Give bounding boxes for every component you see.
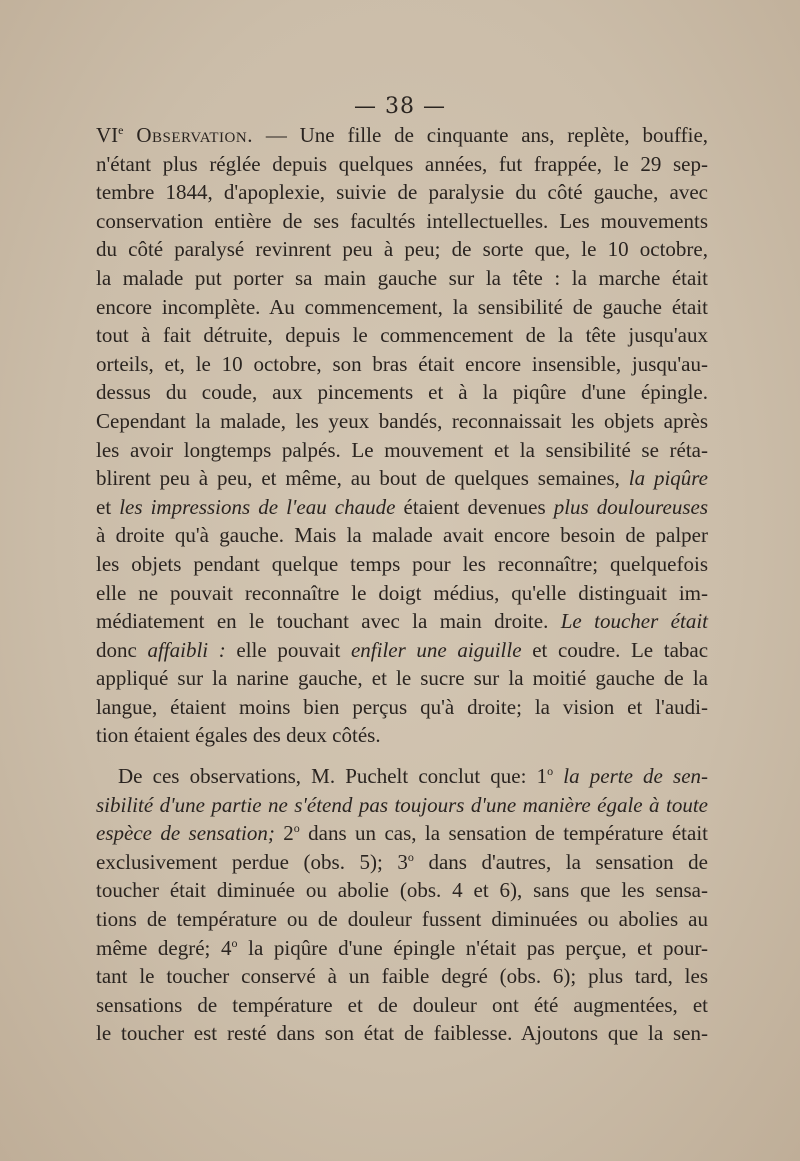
text-line: même degré; 4$^o$ la piqûre d'une épingle n'était pas perçue, et pour-: [96, 935, 709, 960]
text-line: tion étaient égales des deux côtés.: [96, 723, 381, 748]
text-line: elle ne pouvait reconnaître le doigt médius, qu'elle distinguait im-: [96, 580, 708, 605]
conclusion-paragraph: [96, 762, 708, 1048]
text-line: donc affaibli : elle pouvait enfiler une aiguille et coudre. Le tabac: [96, 637, 709, 662]
text-line: sensations de température et de douleur ont été augmentées, et: [96, 992, 708, 1017]
text-line: espèce de sensation; 2$^o$ dans un cas, la sensation de température était: [96, 821, 709, 846]
text-line: VIe Observation. — Une fille de cinquante ans, replète, bouffie,: [96, 123, 709, 147]
text-line: Cependant la malade, les yeux bandés, reconnaissait les objets après: [96, 408, 708, 433]
text-line: appliqué sur la narine gauche, et le sucre sur la moitié gauche de la: [96, 666, 708, 691]
page-number: — 38 —: [354, 94, 446, 119]
text-line: encore incomplète. Au commencement, la sensibilité de gauche était: [96, 294, 708, 319]
text-line: n'étant plus réglée depuis quelques années, fut frappée, le 29 sep-: [96, 151, 708, 176]
text-line: blirent peu à peu, et même, au bout de quelques semaines, la piqûre: [96, 466, 708, 491]
text-line: tembre 1844, d'apoplexie, suivie de paralysie du côté gauche, avec: [96, 180, 708, 205]
text-line: à droite qu'à gauche. Mais la malade avait encore besoin de palper: [96, 523, 708, 548]
text-line: sibilité d'une partie ne s'étend pas toujours d'une manière égale à toute: [96, 792, 708, 817]
observation-number: VI: [96, 123, 119, 147]
text-line: conservation entière de ses facultés intellectuelles. Les mouvements: [96, 208, 708, 233]
observation-heading: Observation.: [136, 123, 253, 147]
text-line: et les impressions de l'eau chaude étaient devenues plus douloureuses: [96, 494, 708, 519]
text-line: langue, étaient moins bien perçus qu'à droite; la vision et l'audi-: [96, 694, 708, 719]
text-line: tant le toucher conservé à un faible degré (obs. 6); plus tard, les: [96, 964, 708, 989]
observation-paragraph: [96, 121, 708, 750]
text-line: orteils, et, le 10 octobre, son bras était encore insensible, jusqu'au-: [96, 351, 708, 376]
text-line: exclusivement perdue (obs. 5); 3$^o$ dans d'autres, la sensation de: [96, 849, 708, 874]
text-line: les avoir longtemps palpés. Le mouvement et la sensibilité se réta-: [96, 437, 708, 462]
text-line: dessus du coude, aux pincements et à la piqûre d'une épingle.: [96, 380, 708, 405]
text-line: médiatement en le touchant avec la main droite. Le toucher était: [96, 609, 708, 634]
text-line: les objets pendant quelque temps pour les reconnaître; quelquefois: [96, 551, 708, 576]
text-line: tout à fait détruite, depuis le commencement de la tête jusqu'aux: [96, 323, 708, 348]
text-line: tions de température ou de douleur fussent diminuées ou abolies au: [96, 906, 708, 931]
text-line: la malade put porter sa main gauche sur la tête : la marche était: [96, 265, 708, 290]
text-line: du côté paralysé revinrent peu à peu; de sorte que, le 10 octobre,: [96, 237, 708, 262]
text-line: De ces observations, M. Puchelt conclut que: 1$^o$ la perte de sen-: [118, 764, 709, 788]
text-line: le toucher est resté dans son état de faiblesse. Ajoutons que la sen-: [96, 1021, 708, 1046]
text-line: toucher était diminuée ou abolie (obs. 4 et 6), sans que les sensa-: [96, 878, 708, 903]
